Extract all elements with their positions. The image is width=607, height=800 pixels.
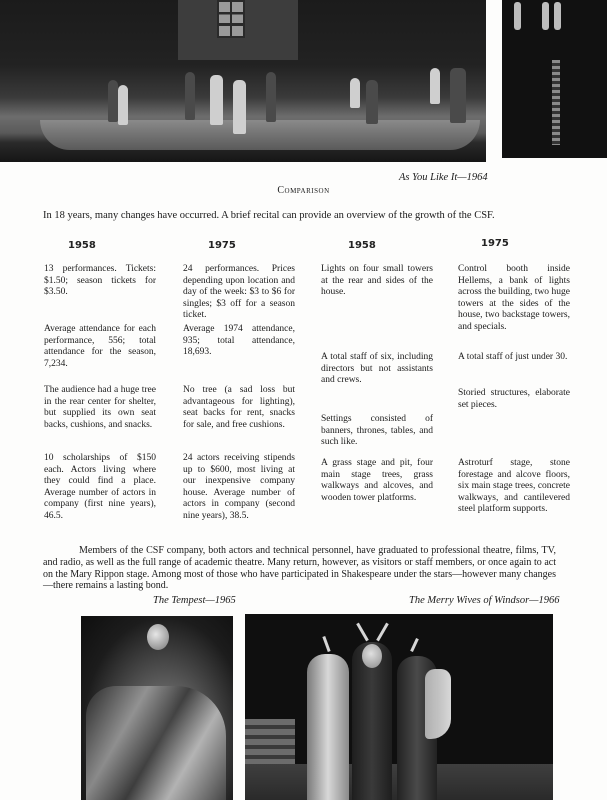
comparison-item: 24 performances. Prices depending upon location and day of the week: $3 to $6 for singles; $3 off for a season ticket. bbox=[183, 264, 295, 321]
photo-actor bbox=[185, 72, 195, 120]
column-year-1958-b: 1958 bbox=[348, 240, 376, 251]
photo-actor bbox=[307, 654, 349, 800]
comparison-item: A grass stage and pit, four main stage trees, grass walkways and alcoves, and wooden tower platforms. bbox=[321, 458, 433, 503]
comparison-item: Settings consisted of banners, thrones, tables, and such like. bbox=[321, 414, 433, 448]
photo-actor bbox=[266, 72, 276, 122]
photo-window bbox=[217, 0, 245, 38]
caption-as-you-like-it: As You Like It—1964 bbox=[399, 172, 488, 183]
comparison-item: A total staff of just under 30. bbox=[458, 352, 568, 362]
photo-actor bbox=[108, 80, 118, 122]
comparison-item: The audience had a huge tree in the rear center for shelter, but supplied its own seat backs, cushions, and snacks. bbox=[44, 385, 156, 430]
photo-head bbox=[147, 624, 169, 650]
photo-the-tempest bbox=[81, 616, 233, 800]
photo-vine bbox=[552, 60, 560, 145]
comparison-item: 13 performances. Tickets: $1.50; season tickets for $3.50. bbox=[44, 264, 156, 298]
comparison-item: 24 actors receiving stipends up to $600, most living at our inexpensive company house. Average number of actors in company (second nine years), 38.5. bbox=[183, 453, 295, 521]
photo-edge-partial bbox=[502, 0, 607, 158]
column-year-1975-b: 1975 bbox=[481, 238, 509, 249]
column-year-1958-a: 1958 bbox=[68, 240, 96, 251]
photo-actor bbox=[366, 80, 378, 124]
photo-veil bbox=[425, 669, 451, 739]
photo-actor bbox=[514, 2, 521, 30]
antler-icon bbox=[322, 636, 330, 652]
photo-actor bbox=[233, 80, 246, 134]
antler-icon bbox=[356, 623, 369, 642]
photo-actor bbox=[554, 2, 561, 30]
comparison-item: Average attendance for each performance, 556; total attendance for the season, 7,234. bbox=[44, 324, 156, 369]
caption-the-tempest: The Tempest—1965 bbox=[153, 595, 236, 606]
comparison-item: Storied structures, elaborate set pieces. bbox=[458, 388, 570, 410]
antler-icon bbox=[376, 623, 389, 642]
comparison-item: Average 1974 attendance, 935; total attendance, 18,693. bbox=[183, 324, 295, 358]
photo-actor bbox=[430, 68, 440, 104]
photo-actor bbox=[210, 75, 223, 125]
photo-actor bbox=[450, 68, 466, 123]
column-year-1975-a: 1975 bbox=[208, 240, 236, 251]
comparison-item: Lights on four small towers at the rear and sides of the house. bbox=[321, 264, 433, 298]
comparison-item: 10 scholarships of $150 each. Actors living where they could find a place. Average number of actors in company (first nine years), 46.5. bbox=[44, 453, 156, 521]
photo-as-you-like-it bbox=[0, 0, 486, 162]
photo-merry-wives bbox=[245, 614, 553, 800]
antler-icon bbox=[410, 638, 419, 652]
photo-actor bbox=[542, 2, 549, 30]
caption-merry-wives: The Merry Wives of Windsor—1966 bbox=[409, 595, 560, 606]
photo-actor bbox=[350, 78, 360, 108]
photo-stairs bbox=[245, 719, 295, 769]
closing-text: Members of the CSF company, both actors and technical personnel, have graduated to professional theatre, films, TV, and radio, as well as the full range of academic theatre. Many return, however, as visitors or staff members, or once again to act on the Mary Rippon stage. Among most of those who have participated in Shakespeare under the stars—however many changes—there remains a lasting bond. bbox=[43, 545, 556, 592]
closing-paragraph bbox=[43, 545, 556, 592]
photo-stage bbox=[40, 120, 480, 150]
comparison-item: A total staff of six, including directors but not assistants and crews. bbox=[321, 352, 433, 386]
comparison-item: Control booth inside Hellems, a bank of lights across the building, two huge towers at the sides of the house, two backstage towers, and specials. bbox=[458, 264, 570, 332]
photo-head bbox=[362, 644, 382, 668]
photo-cloak bbox=[86, 686, 226, 800]
comparison-item: Astroturf stage, stone forestage and alcove floors, six main stage trees, concrete walkways, and cantilevered steel platform supports. bbox=[458, 458, 570, 515]
comparison-item: No tree (a sad loss but advantageous for lighting), seat backs for rent, snacks for sale, and free cushions. bbox=[183, 385, 295, 430]
section-title: Comparison bbox=[277, 185, 330, 196]
intro-paragraph: In 18 years, many changes have occurred. A brief recital can provide an overview of the growth of the CSF. bbox=[43, 210, 495, 221]
photo-actor bbox=[118, 85, 128, 125]
